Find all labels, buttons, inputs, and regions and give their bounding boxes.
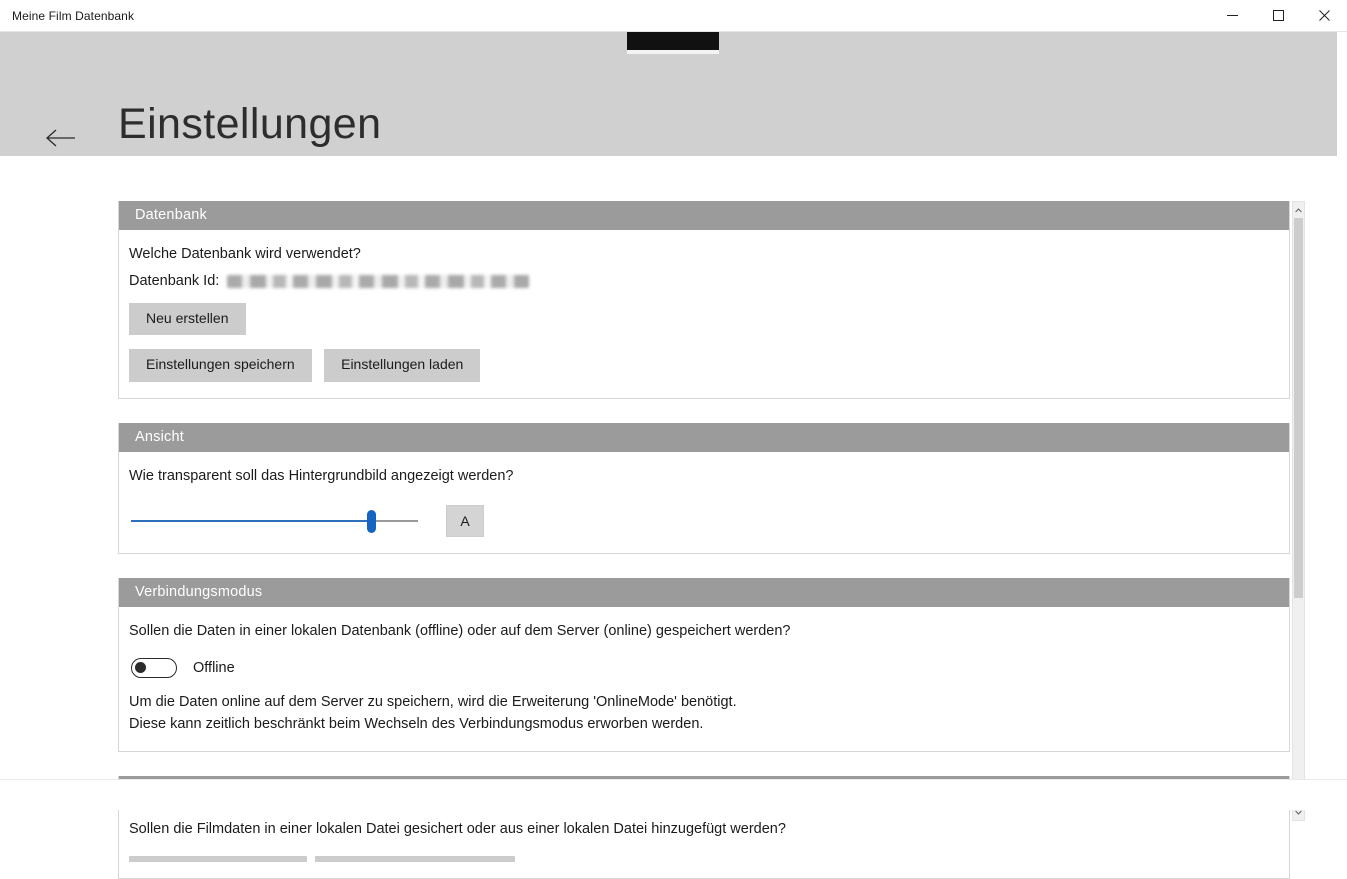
section-ansicht [118, 423, 1290, 554]
settings-scrollbar[interactable] [1292, 201, 1305, 821]
toggle-knob [135, 662, 146, 673]
window-bottom-strip [0, 779, 1347, 810]
section-datenbank-question: Welche Datenbank wird verwendet? [129, 246, 361, 262]
minimize-button[interactable] [1209, 0, 1255, 31]
page-title: Einstellungen [118, 100, 382, 148]
scrollbar-thumb[interactable] [1294, 218, 1303, 598]
create-new-button[interactable]: Neu erstellen [129, 303, 246, 335]
backup-buttons-row-clipped [129, 856, 1273, 862]
connection-mode-toggle-label: Offline [193, 659, 235, 676]
section-verbindungsmodus [118, 578, 1290, 753]
section-verbindungsmodus-header: Verbindungsmodus [119, 578, 1289, 607]
section-sicherung-question: Sollen die Filmdaten in einer lokalen Datei gesichert oder aus einer lokalen Datei hinzugefügt werden? [129, 821, 786, 838]
database-id-value-redacted [227, 275, 529, 288]
title-bar [0, 0, 1347, 32]
window-controls [1209, 0, 1347, 31]
connection-mode-toggle-row [129, 658, 1273, 678]
section-ansicht-question: Wie transparent soll das Hintergrundbild angezeigt werden? [129, 467, 514, 484]
database-id-row [129, 273, 1273, 289]
font-preview-box: A [446, 505, 484, 537]
save-settings-button[interactable]: Einstellungen speichern [129, 349, 312, 381]
settings-io-row [129, 349, 1273, 381]
back-arrow-icon[interactable] [44, 126, 78, 150]
slider-thumb[interactable] [367, 510, 376, 533]
section-verbindungsmodus-question: Sollen die Daten in einer lokalen Datenbank (offline) oder auf dem Server (online) gespeichert werden? [129, 622, 791, 639]
close-button[interactable] [1301, 0, 1347, 31]
backup-button-clipped[interactable] [129, 856, 307, 862]
settings-scroll-viewport [118, 201, 1305, 838]
transparency-slider[interactable] [131, 507, 418, 535]
connection-mode-note [129, 692, 1273, 736]
window-title: Meine Film Datenbank [12, 8, 135, 23]
database-id-label: Datenbank Id: [129, 273, 220, 290]
connection-mode-note-line-2: Diese kann zeitlich beschränkt beim Wechseln des Verbindungsmodus erworben werden. [129, 715, 704, 732]
load-settings-button[interactable]: Einstellungen laden [324, 349, 480, 381]
section-ansicht-header: Ansicht [119, 423, 1289, 452]
maximize-button[interactable] [1255, 0, 1301, 31]
page-header [0, 32, 1337, 156]
settings-content [0, 156, 1347, 838]
connection-mode-note-line-1: Um die Daten online auf dem Server zu speichern, wird die Erweiterung 'OnlineMode' benötigt. [129, 693, 737, 710]
connection-mode-toggle[interactable] [131, 658, 177, 678]
section-datenbank-header: Datenbank [119, 201, 1289, 230]
section-datenbank [118, 201, 1290, 399]
slider-fill [131, 520, 371, 522]
chevron-up-icon[interactable] [1293, 203, 1304, 217]
restore-button-clipped[interactable] [315, 856, 515, 862]
transparency-control-row [129, 505, 1273, 537]
header-notch-decoration [627, 32, 719, 54]
create-new-row [129, 303, 1273, 335]
